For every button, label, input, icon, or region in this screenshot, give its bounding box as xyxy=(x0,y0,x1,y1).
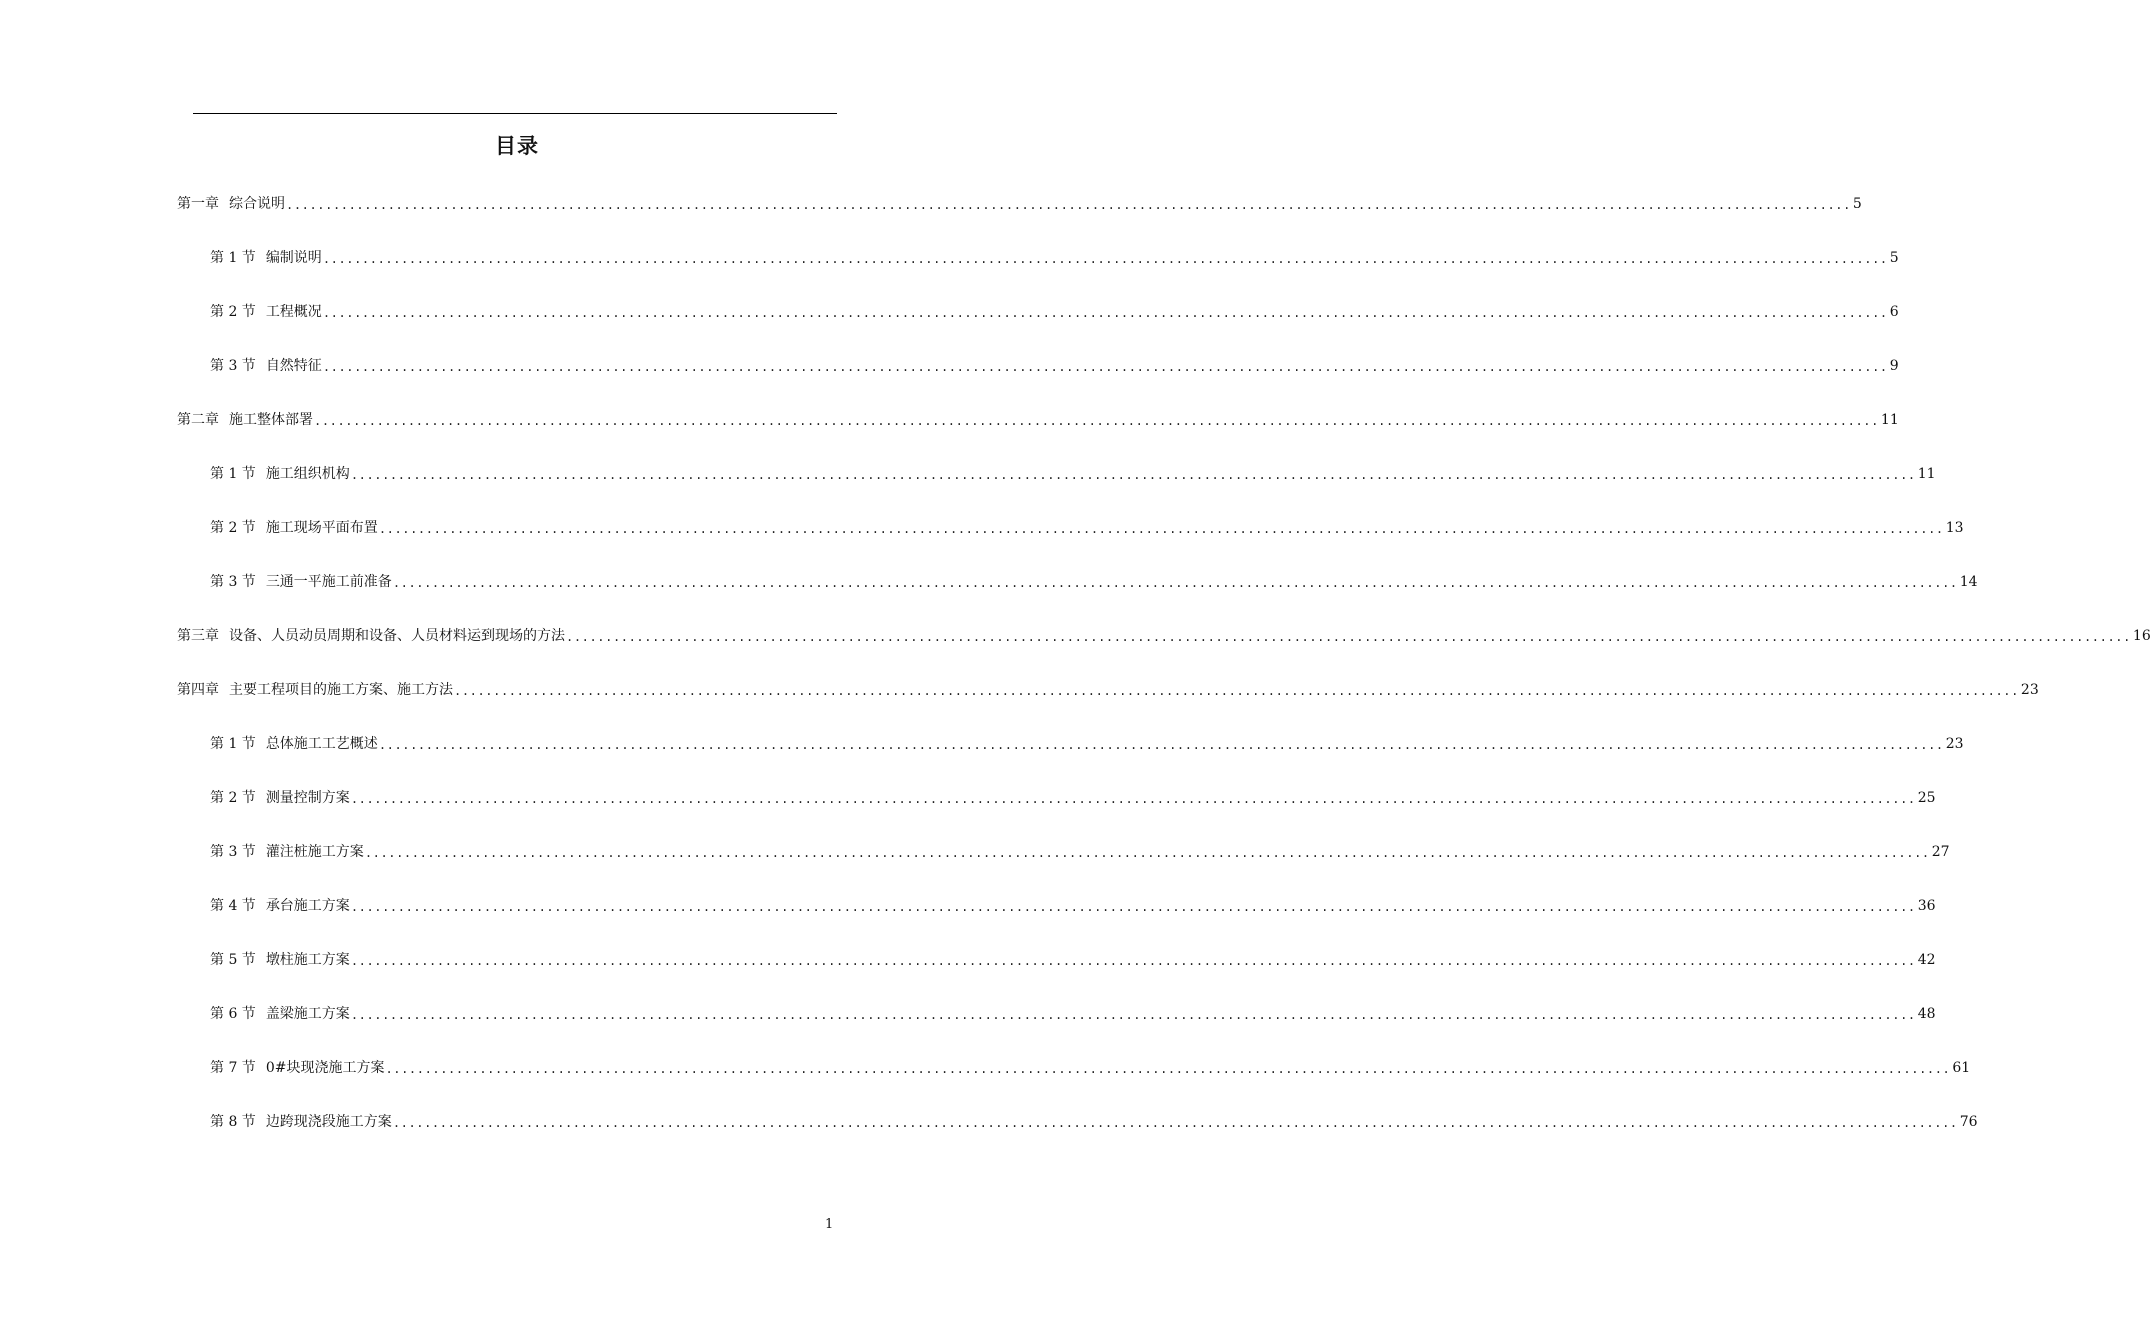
toc-entry-number: 第一章 xyxy=(177,196,219,212)
toc-section-entry[interactable] xyxy=(210,571,1978,593)
toc-entry-page: 9 xyxy=(1889,358,1899,374)
toc-entry-title: 施工整体部署 xyxy=(229,412,313,428)
toc-entry-number: 第 3 节 xyxy=(210,574,256,590)
toc-section-entry[interactable] xyxy=(210,355,1899,377)
toc-section-entry[interactable] xyxy=(210,463,1936,485)
toc-chapter-entry[interactable] xyxy=(177,409,1899,431)
toc-entry-page: 36 xyxy=(1917,898,1936,914)
toc-entry-number: 第 2 节 xyxy=(210,790,256,806)
toc-entry-number: 第 2 节 xyxy=(210,304,256,320)
toc-dot-leader: ........................................................................................................................................................................................................ xyxy=(314,414,1879,428)
toc-entry-title: 三通一平施工前准备 xyxy=(265,574,392,590)
toc-dot-leader: ........................................................................................................................................................................................................ xyxy=(364,846,1930,860)
toc-entry-number: 第 1 节 xyxy=(210,250,256,266)
toc-section-entry[interactable] xyxy=(210,841,1950,863)
toc-dot-leader: ........................................................................................................................................................................................................ xyxy=(322,306,1888,320)
toc-entry-page: 23 xyxy=(2020,682,2039,698)
toc-entry-page: 11 xyxy=(1917,466,1936,482)
toc-entry-number: 第 4 节 xyxy=(210,898,256,914)
toc-entry-page: 76 xyxy=(1959,1114,1978,1130)
toc-dot-leader: ........................................................................................................................................................................................................ xyxy=(350,1008,1916,1022)
toc-entry-number: 第 6 节 xyxy=(210,1006,256,1022)
toc-section-entry[interactable] xyxy=(210,895,1936,917)
toc-entry-title: 总体施工工艺概述 xyxy=(265,736,378,752)
toc-dot-leader: ........................................................................................................................................................................................................ xyxy=(350,954,1916,968)
toc-entry-number: 第二章 xyxy=(177,412,219,428)
toc-entry-number: 第 7 节 xyxy=(210,1060,256,1076)
toc-dot-leader: ........................................................................................................................................................................................................ xyxy=(322,360,1888,374)
toc-entry-page: 42 xyxy=(1917,952,1936,968)
toc-dot-leader: ........................................................................................................................................................................................................ xyxy=(392,576,1958,590)
toc-dot-leader: ........................................................................................................................................................................................................ xyxy=(454,684,2019,698)
toc-entry-title: 边跨现浇段施工方案 xyxy=(265,1114,392,1130)
toc-dot-leader: ........................................................................................................................................................................................................ xyxy=(322,252,1888,266)
toc-section-entry[interactable] xyxy=(210,949,1936,971)
toc-entry-page: 5 xyxy=(1889,250,1899,266)
toc-section-entry[interactable] xyxy=(210,1111,1978,1133)
toc-entry-page: 25 xyxy=(1917,790,1936,806)
toc-section-entry[interactable] xyxy=(210,1003,1936,1025)
toc-chapter-entry[interactable] xyxy=(177,625,2151,647)
toc-dot-leader: ........................................................................................................................................................................................................ xyxy=(566,630,2131,644)
toc-entry-title: 测量控制方案 xyxy=(265,790,350,806)
toc-entry-number: 第 1 节 xyxy=(210,736,256,752)
toc-dot-leader: ........................................................................................................................................................................................................ xyxy=(392,1116,1958,1130)
toc-entry-title: 承台施工方案 xyxy=(265,898,350,914)
toc-entry-title: 施工组织机构 xyxy=(265,466,350,482)
toc-entry-page: 5 xyxy=(1852,196,1862,212)
toc-entry-title: 自然特征 xyxy=(265,358,322,374)
toc-entry-page: 13 xyxy=(1945,520,1964,536)
toc-entry-page: 11 xyxy=(1880,412,1899,428)
toc-entry-page: 16 xyxy=(2132,628,2151,644)
toc-dot-leader: ........................................................................................................................................................................................................ xyxy=(350,468,1916,482)
toc-section-entry[interactable] xyxy=(210,247,1899,269)
toc-entry-title: 综合说明 xyxy=(229,196,285,212)
toc-entry-page: 48 xyxy=(1917,1006,1936,1022)
toc-section-entry[interactable] xyxy=(210,301,1899,323)
toc-entry-number: 第四章 xyxy=(177,682,219,698)
toc-section-entry[interactable] xyxy=(210,1057,1971,1079)
toc-entry-page: 6 xyxy=(1889,304,1899,320)
toc-entry-number: 第 5 节 xyxy=(210,952,256,968)
toc-entry-number: 第 3 节 xyxy=(210,844,256,860)
toc-entry-title: 墩柱施工方案 xyxy=(265,952,350,968)
toc-entry-number: 第 3 节 xyxy=(210,358,256,374)
toc-entry-page: 27 xyxy=(1931,844,1950,860)
toc-entry-number: 第 1 节 xyxy=(210,466,256,482)
toc-entry-title: 设备、人员动员周期和设备、人员材料运到现场的方法 xyxy=(229,628,565,644)
toc-dot-leader: ........................................................................................................................................................................................................ xyxy=(385,1062,1951,1076)
toc-entry-page: 23 xyxy=(1945,736,1964,752)
toc-entry-number: 第三章 xyxy=(177,628,219,644)
toc-dot-leader: ........................................................................................................................................................................................................ xyxy=(350,900,1916,914)
toc-chapter-entry[interactable] xyxy=(177,679,2039,701)
toc-section-entry[interactable] xyxy=(210,733,1964,755)
toc-entry-title: 工程概况 xyxy=(265,304,322,320)
toc-entry-title: 灌注桩施工方案 xyxy=(265,844,364,860)
toc-entry-title: 主要工程项目的施工方案、施工方法 xyxy=(229,682,453,698)
toc-section-entry[interactable] xyxy=(210,517,1964,539)
toc-entry-title: 施工现场平面布置 xyxy=(265,520,378,536)
toc-entry-number: 第 8 节 xyxy=(210,1114,256,1130)
toc-entry-title: 0#块现浇施工方案 xyxy=(265,1060,385,1076)
toc-dot-leader: ........................................................................................................................................................................................................ xyxy=(350,792,1916,806)
toc-chapter-entry[interactable] xyxy=(177,193,1862,215)
page-number: 1 xyxy=(825,1217,834,1232)
toc-entry-page: 61 xyxy=(1952,1060,1971,1076)
toc-title: 目录 xyxy=(495,134,539,158)
toc-entry-title: 编制说明 xyxy=(265,250,322,266)
toc-entry-title: 盖梁施工方案 xyxy=(265,1006,350,1022)
toc-dot-leader: ........................................................................................................................................................................................................ xyxy=(378,738,1944,752)
toc-section-entry[interactable] xyxy=(210,787,1936,809)
toc-dot-leader: ........................................................................................................................................................................................................ xyxy=(378,522,1944,536)
toc-dot-leader: ........................................................................................................................................................................................................ xyxy=(286,198,1851,212)
toc-entry-page: 14 xyxy=(1959,574,1978,590)
toc-entry-number: 第 2 节 xyxy=(210,520,256,536)
